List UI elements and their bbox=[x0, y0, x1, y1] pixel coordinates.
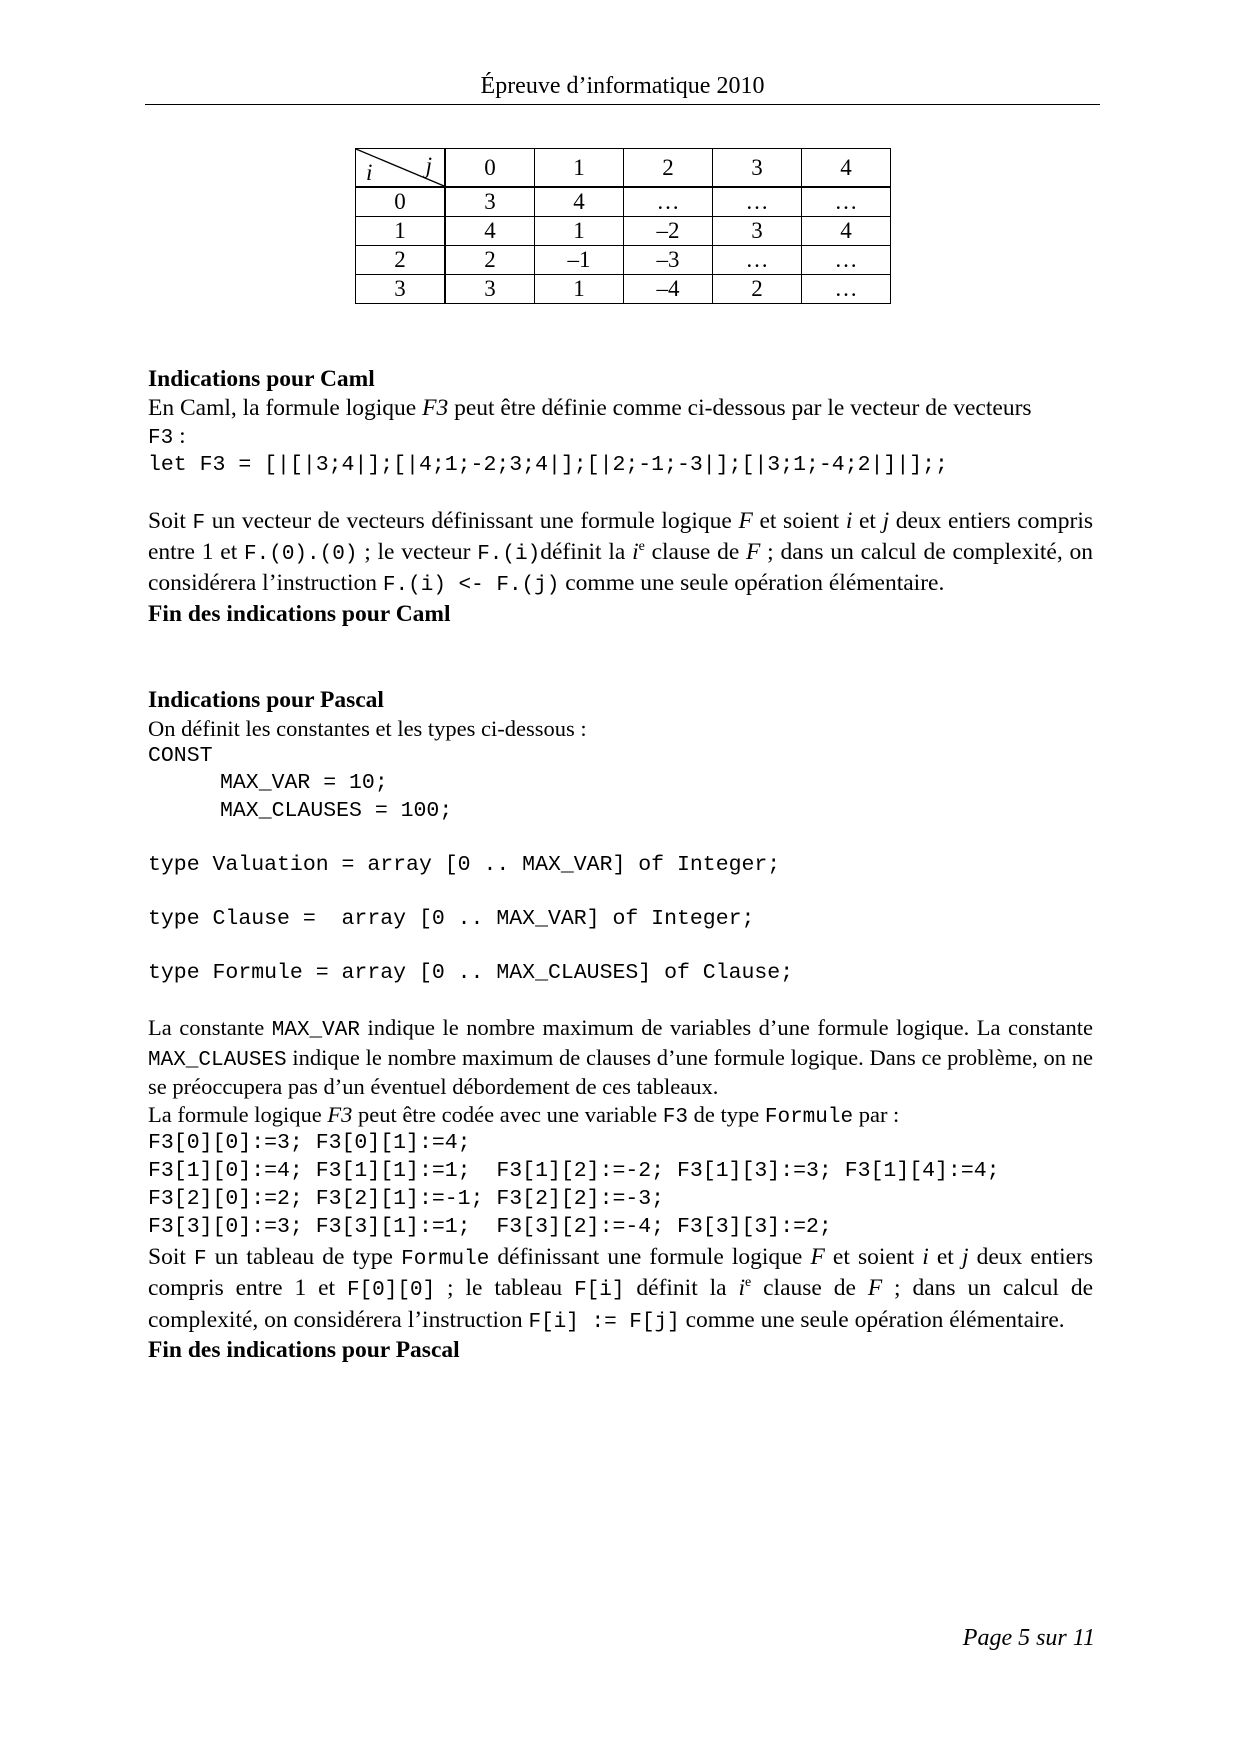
table-cell: –1 bbox=[535, 246, 624, 275]
text: un vecteur de vecteurs définissant une formule logique bbox=[205, 507, 739, 534]
col-header: 0 bbox=[445, 149, 535, 188]
pascal-section-title: Indications pour Pascal bbox=[148, 687, 384, 714]
pascal-intro: On définit les constantes et les types ci-dessous : bbox=[148, 716, 587, 742]
text: un tableau de type bbox=[206, 1244, 402, 1271]
row-header: 0 bbox=[356, 187, 446, 217]
text: ; dans un calcul de complexité, on considérera l’instruction bbox=[148, 539, 1094, 597]
caml-code-line: let F3 = [|[|3;4|];[|4;1;-2;3;4|];[|2;-1;-3|];[|3;1;-4;2|]|];; bbox=[148, 452, 948, 477]
inline-code: MAX_VAR bbox=[271, 1019, 360, 1043]
text: définit la bbox=[624, 1275, 739, 1302]
text: et bbox=[852, 507, 883, 534]
text: définit la bbox=[540, 539, 633, 566]
table-row bbox=[356, 217, 891, 246]
math-var: j bbox=[961, 1244, 969, 1271]
text: Soit bbox=[148, 507, 193, 534]
superscript: e bbox=[745, 1275, 752, 1291]
table-cell: … bbox=[713, 187, 802, 217]
table-cell: … bbox=[802, 246, 891, 275]
inline-code: F.(i) <- F.(j) bbox=[382, 574, 560, 598]
page-number: Page 5 sur 11 bbox=[962, 1625, 1095, 1651]
inline-code: F bbox=[193, 1248, 207, 1272]
text: ; le tableau bbox=[435, 1275, 575, 1302]
caml-section-title: Indications pour Caml bbox=[148, 366, 375, 392]
table-row bbox=[356, 275, 891, 304]
table-cell: –2 bbox=[624, 217, 713, 246]
table-cell: 1 bbox=[535, 275, 624, 304]
inline-code: MAX_CLAUSES bbox=[148, 1048, 287, 1072]
math-var: i bbox=[738, 1275, 746, 1302]
pascal-code-line: F3[3][0]:=3; F3[3][1]:=1; F3[3][2]:=-4; F3[3][3]:=2; bbox=[148, 1215, 832, 1240]
inline-code: F3 bbox=[148, 427, 174, 451]
pascal-const-keyword: CONST bbox=[148, 743, 213, 768]
table-cell: 3 bbox=[445, 275, 535, 304]
table-header-row bbox=[356, 149, 891, 188]
formula-name: F3 bbox=[422, 394, 449, 421]
table-cell: 4 bbox=[535, 187, 624, 217]
text: clause de bbox=[751, 1275, 868, 1302]
pascal-code-line: F3[0][0]:=3; F3[0][1]:=4; bbox=[148, 1131, 471, 1156]
inline-code: F[0][0] bbox=[346, 1279, 436, 1303]
pascal-const-line: MAX_CLAUSES = 100; bbox=[220, 799, 453, 824]
table-cell: … bbox=[624, 187, 713, 217]
row-header: 1 bbox=[356, 217, 446, 246]
text: ; dans un calcul de complexité, on considérera l’instruction bbox=[148, 1275, 1094, 1333]
text: par : bbox=[853, 1101, 900, 1127]
text: clause de bbox=[644, 539, 747, 566]
header-rule bbox=[145, 104, 1100, 105]
pascal-type-line: type Formule = array [0 .. MAX_CLAUSES] of Clause; bbox=[148, 961, 794, 986]
text: deux entiers compris entre 1 et bbox=[148, 507, 1093, 566]
example-table bbox=[355, 148, 891, 304]
main-content bbox=[148, 365, 1093, 1365]
text: peut être codée avec une variable bbox=[352, 1101, 663, 1127]
table-cell: … bbox=[802, 187, 891, 217]
row-header: 3 bbox=[356, 275, 446, 304]
text: indique le nombre maximum de clauses d’une formule logique. Dans ce problème, on ne se préoccupera pas d’un éventuel débordement de ces tableaux. bbox=[148, 1044, 1093, 1100]
table-cell: 4 bbox=[445, 217, 535, 246]
caml-section-end: Fin des indications pour Caml bbox=[148, 600, 451, 627]
inline-code: Formule bbox=[764, 1105, 854, 1129]
col-header: 3 bbox=[713, 149, 802, 188]
text: peut être définie comme ci-dessous par le vecteur de vecteurs bbox=[448, 394, 1032, 421]
table-cell: 2 bbox=[713, 275, 802, 304]
table-cell: … bbox=[713, 246, 802, 275]
pascal-code-line: F3[1][0]:=4; F3[1][1]:=1; F3[1][2]:=-2; F3[1][3]:=3; F3[1][4]:=4; bbox=[148, 1159, 1000, 1184]
caml-paragraph bbox=[148, 506, 1093, 600]
text: ; le vecteur bbox=[357, 539, 478, 566]
text: définissant une formule logique bbox=[489, 1244, 811, 1271]
math-var: i bbox=[922, 1244, 929, 1271]
text: et bbox=[928, 1244, 962, 1271]
pascal-type-line: type Clause = array [0 .. MAX_VAR] of Integer; bbox=[148, 907, 755, 932]
superscript: e bbox=[638, 539, 645, 555]
table-corner-cell bbox=[356, 149, 446, 188]
corner-col-label: j bbox=[425, 153, 432, 178]
formula-name: F3 bbox=[327, 1101, 353, 1127]
table-cell: 1 bbox=[535, 217, 624, 246]
pascal-section-end: Fin des indications pour Pascal bbox=[148, 1337, 460, 1364]
table-row bbox=[356, 246, 891, 275]
text: comme une seule opération élémentaire. bbox=[679, 1306, 1065, 1333]
text: : bbox=[173, 423, 186, 450]
text: En Caml, la formule logique bbox=[148, 394, 423, 421]
corner-row-label: i bbox=[366, 160, 373, 185]
inline-code: F bbox=[192, 511, 206, 535]
inline-code: F[i] bbox=[574, 1279, 625, 1303]
text: La constante bbox=[148, 1015, 272, 1041]
math-var: F bbox=[810, 1244, 825, 1271]
text: Soit bbox=[148, 1244, 194, 1271]
table-row bbox=[356, 187, 891, 217]
text: comme une seule opération élémentaire. bbox=[559, 570, 945, 597]
pascal-code-line: F3[2][0]:=2; F3[2][1]:=-1; F3[2][2]:=-3; bbox=[148, 1187, 665, 1212]
text: La formule logique bbox=[148, 1101, 328, 1127]
table-cell: –3 bbox=[624, 246, 713, 275]
inline-code: F3 bbox=[662, 1105, 688, 1129]
row-header: 2 bbox=[356, 246, 446, 275]
math-var: i bbox=[845, 507, 853, 534]
col-header: 4 bbox=[802, 149, 891, 188]
text: deux entiers compris entre 1 et bbox=[148, 1244, 1093, 1302]
pascal-paragraph bbox=[148, 1014, 1093, 1101]
col-header: 1 bbox=[535, 149, 624, 188]
math-var: j bbox=[882, 507, 890, 534]
inline-code: Formule bbox=[401, 1248, 490, 1272]
math-var: F bbox=[746, 539, 761, 566]
inline-code: F.(i) bbox=[477, 543, 541, 567]
text: indique le nombre maximum de variables d’une formule logique. La constante bbox=[359, 1015, 1093, 1041]
page-header-title: Épreuve d’informatique 2010 bbox=[480, 73, 765, 99]
pascal-type-line: type Valuation = array [0 .. MAX_VAR] of Integer; bbox=[148, 853, 781, 878]
table-cell: 2 bbox=[445, 246, 535, 275]
inline-code: F[i] := F[j] bbox=[528, 1310, 680, 1334]
text: et soient bbox=[824, 1244, 923, 1271]
inline-code: F.(0).(0) bbox=[244, 543, 358, 567]
table-cell: –4 bbox=[624, 275, 713, 304]
math-var: i bbox=[632, 539, 639, 566]
pascal-paragraph bbox=[148, 1101, 1093, 1131]
table-cell: … bbox=[802, 275, 891, 304]
table-cell: 3 bbox=[713, 217, 802, 246]
table-cell: 3 bbox=[445, 187, 535, 217]
text: et soient bbox=[752, 507, 846, 534]
pascal-paragraph bbox=[148, 1242, 1093, 1336]
math-var: F bbox=[738, 507, 753, 534]
caml-intro bbox=[148, 394, 1093, 452]
col-header: 2 bbox=[624, 149, 713, 188]
table-cell: 4 bbox=[802, 217, 891, 246]
text: de type bbox=[688, 1101, 765, 1127]
math-var: F bbox=[867, 1275, 883, 1302]
pascal-const-line: MAX_VAR = 10; bbox=[220, 771, 388, 796]
